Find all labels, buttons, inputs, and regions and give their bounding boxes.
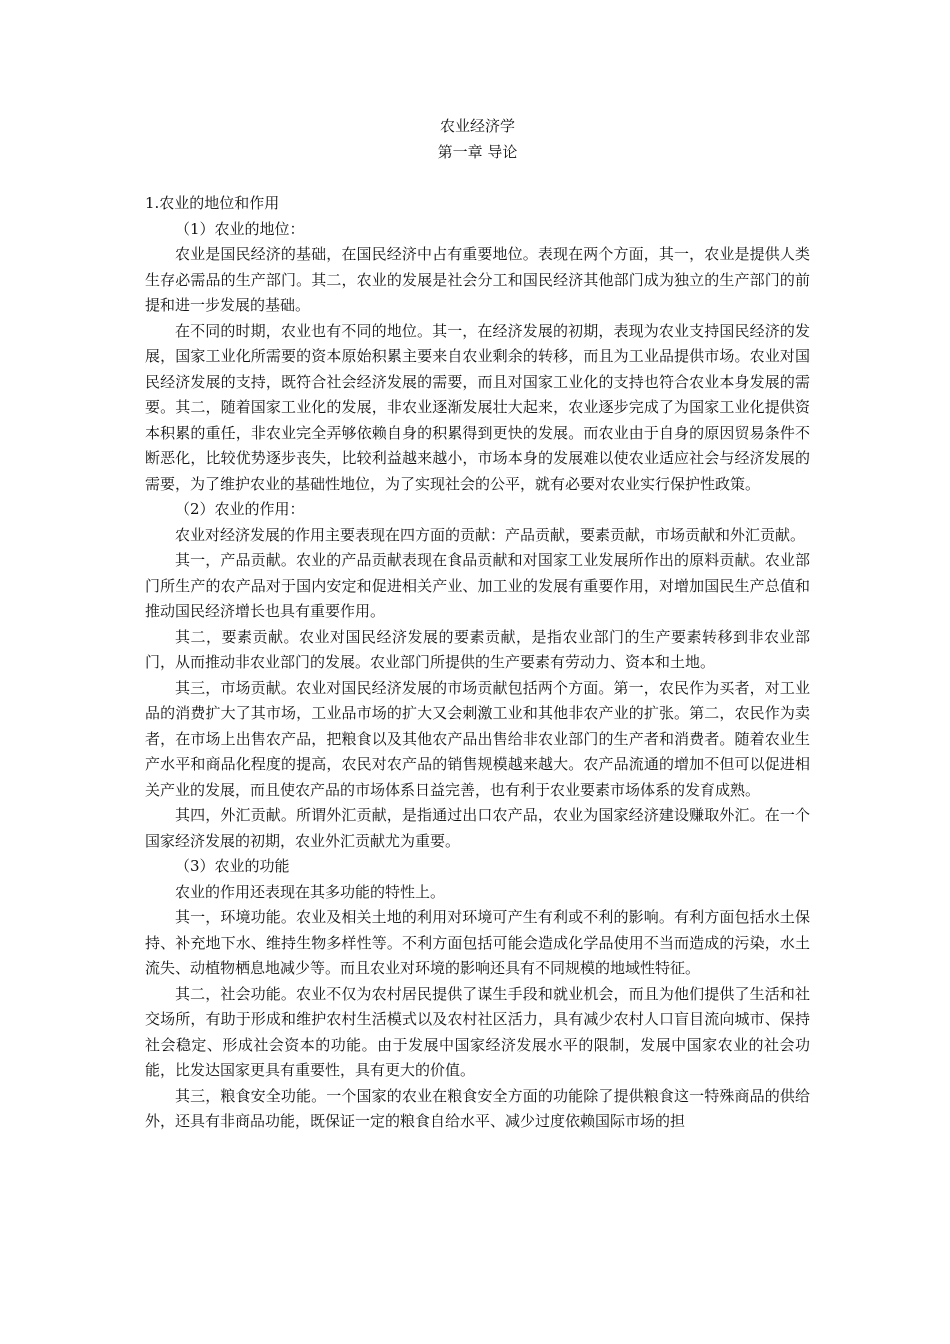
document-page bbox=[145, 114, 810, 1135]
paragraph: 其一，产品贡献。农业的产品贡献表现在食品贡献和对国家工业发展所作出的原料贡献。农业部门所生产的农产品对于国内安定和促进相关产业、加工业的发展有重要作用，对增加国民生产总值和推动国民经济增长也具有重要作用。 bbox=[145, 551, 810, 620]
paragraph: 其三，市场贡献。农业对国民经济发展的市场贡献包括两个方面。第一，农民作为买者，对工业品的消费扩大了其市场，工业品市场的扩大又会刺激工业和其他非农产业的扩张。第二，农民作为卖者，在市场上出售农产品，把粮食以及其他农产品出售给非农业部门的生产者和消费者。随着农业生产水平和商品化程度的提高，农民对农产品的销售规模越来越大。农产品流通的增加不但可以促进相关产业的发展，而且使农产品的市场体系日益完善，也有利于农业要素市场体系的发育成熟。 bbox=[145, 678, 810, 799]
paragraph: 农业是国民经济的基础，在国民经济中占有重要地位。表现在两个方面，其一，农业是提供人类生存必需品的生产部门。其二，农业的发展是社会分工和国民经济其他部门成为独立的生产部门的前提和进一步发展的基础。 bbox=[145, 245, 810, 314]
document-title: 农业经济学 bbox=[439, 117, 515, 135]
chapter-heading: 第一章 导论 bbox=[437, 142, 518, 161]
paragraph: 其二，社会功能。农业不仅为农村居民提供了谋生手段和就业机会，而且为他们提供了生活和社交场所，有助于形成和维护农村生活模式以及农村社区活力，具有减少农村人口盲目流向城市、保持社会稳定、形成社会资本的功能。由于发展中国家经济发展水平的限制，发展中国家农业的社会功能，比发达国家更具有重要性，具有更大的价值。 bbox=[145, 984, 810, 1079]
subheading-agriculture-status: （1）农业的地位： bbox=[175, 219, 305, 238]
subheading-agriculture-functions: （3）农业的功能 bbox=[175, 857, 290, 875]
paragraph: 农业对经济发展的作用主要表现在四方面的贡献：产品贡献，要素贡献，市场贡献和外汇贡献。 bbox=[175, 525, 806, 544]
section-heading: 1.农业的地位和作用 bbox=[145, 194, 280, 212]
subheading-agriculture-role: （2）农业的作用： bbox=[175, 500, 305, 518]
paragraph: 在不同的时期，农业也有不同的地位。其一，在经济发展的初期，表现为农业支持国民经济的发展，国家工业化所需要的资本原始积累主要来自农业剩余的转移，而且为工业品提供市场。农业对国民经济发展的支持，既符合社会经济发展的需要，而且对国家工业化的支持也符合农业本身发展的需要。其二，随着国家工业化的发展，非农业逐渐发展壮大起来，农业逐步完成了为国家工业化提供资本积累的重任，非农业完全弄够依赖自身的积累得到更快的发展。而农业由于自身的原因贸易条件不断恶化，比较优势逐步丧失，比较利益越来越小，市场本身的发展难以使农业适应社会与经济发展的需要，为了维护农业的基础性地位，为了实现社会的公平，就有必要对农业实行保护性政策。 bbox=[145, 321, 810, 493]
paragraph: 其四，外汇贡献。所谓外汇贡献，是指通过出口农产品，农业为国家经济建设赚取外汇。在一个国家经济发展的初期，农业外汇贡献尤为重要。 bbox=[145, 806, 810, 850]
paragraph: 其一，环境功能。农业及相关土地的利用对环境可产生有利或不利的影响。有利方面包括水土保持、补充地下水、维持生物多样性等。不利方面包括可能会造成化学品使用不当而造成的污染，水土流失、动植物栖息地减少等。而且农业对环境的影响还具有不同规模的地域性特征。 bbox=[145, 908, 810, 977]
paragraph: 其三，粮食安全功能。一个国家的农业在粮食安全方面的功能除了提供粮食这一特殊商品的供给外，还具有非商品功能，既保证一定的粮食自给水平、减少过度依赖国际市场的担 bbox=[145, 1086, 810, 1130]
paragraph: 其二，要素贡献。农业对国民经济发展的要素贡献，是指农业部门的生产要素转移到非农业部门，从而推动非农业部门的发展。农业部门所提供的生产要素有劳动力、资本和土地。 bbox=[145, 627, 810, 671]
paragraph: 农业的作用还表现在其多功能的特性上。 bbox=[175, 882, 446, 901]
